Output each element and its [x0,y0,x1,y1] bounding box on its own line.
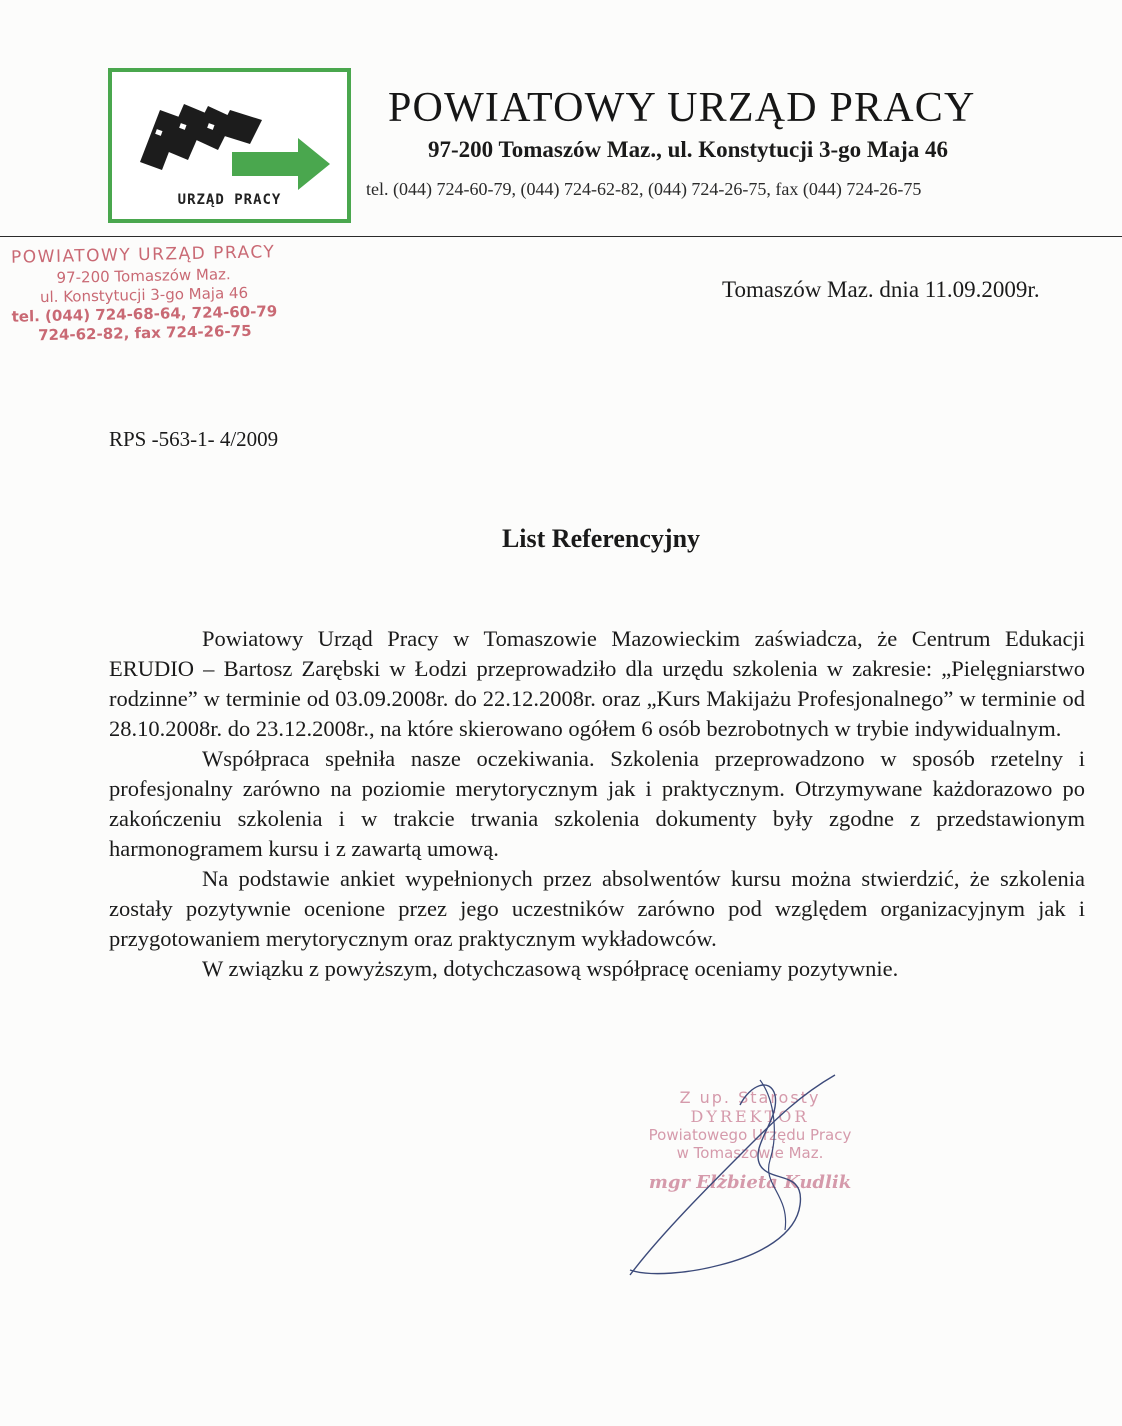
stamp-line: 724-62-82, fax 724-26-75 [37,321,252,345]
stamp-line: tel. (044) 724-68-64, 724-60-79 [11,302,278,326]
reference-number: RPS -563-1- 4/2009 [109,427,279,451]
signature-stamp-line: mgr Elżbieta Kudlik [648,1172,852,1193]
body-paragraph: Powiatowy Urząd Pracy w Tomaszowie Mazowieckim zaświadcza, że Centrum Edukacji ERUDIO – Bartosz Zarębski w Łodzi przeprowadziło dla urzędu szkolenia w zakresie: „Pielęgniarstwo rodzinne” w terminie od 03.09.2008r. do 22.12.2008r. oraz „Kurs Makijażu Profesjonalnego” w terminie od 28.10.2008r. do 23.12.2008r., na które skierowano ogółem 6 osób bezrobotnych w trybie indywidualnym. [109,626,1085,741]
office-logo [108,68,351,223]
document-title-text: List Referencyjny [501,524,701,553]
body-paragraph: Współpraca spełniła nasze oczekiwania. Szkolenia przeprowadzono w sposób rzetelny i profesjonalny zarówno na poziomie merytorycznym jak i praktycznym. Otrzymywane każdorazowo po zakończeniu szkolenia i w trakcie trwania szkolenia dokumenty były zgodne z przedstawionym harmonogramem kursu i z zawartą umową. [109,746,1085,861]
letter-body [109,624,1085,984]
stamp-line: POWIATOWY URZĄD PRACY [10,242,276,268]
organization-contact: tel. (044) 724-60-79, (044) 724-62-82, (044) 724-26-75, fax (044) 724-26-75 [366,179,922,199]
organization-title: POWIATOWY URZĄD PRACY [388,85,976,131]
signature-stamp-line: w Tomaszowie Maz. [676,1144,824,1162]
header-divider [0,236,1122,237]
body-paragraph: Na podstawie ankiet wypełnionych przez absolwentów kursu można stwierdzić, że szkolenia zostały pozytywnie ocenione przez jego uczestników zarówno pod względem organizacyjnym jak i przygotowaniem merytorycznym oraz praktycznym wykładowców. [109,866,1085,951]
handwritten-signature [600,1065,860,1285]
signature-stamp-line: Z up. Starosty [679,1088,821,1107]
signature-stamp-line: DYREKTOR [690,1107,810,1126]
body-paragraph: W związku z powyższym, dotychczasową współpracę oceniamy pozytywnie. [202,956,899,981]
stamp-line: 97-200 Tomaszów Maz. [56,265,231,287]
organization-address: 97-200 Tomaszów Maz., ul. Konstytucji 3-go Maja 46 [428,137,949,162]
signature-stamp-line: Powiatowego Urzędu Pracy [648,1126,852,1144]
letter-date: Tomaszów Maz. dnia 11.09.2009r. [722,277,1040,302]
stamp-line: ul. Konstytucji 3-go Maja 46 [39,283,249,307]
logo-caption: URZĄD PRACY [177,192,282,208]
document-title [0,524,1122,554]
office-stamp [0,242,295,345]
